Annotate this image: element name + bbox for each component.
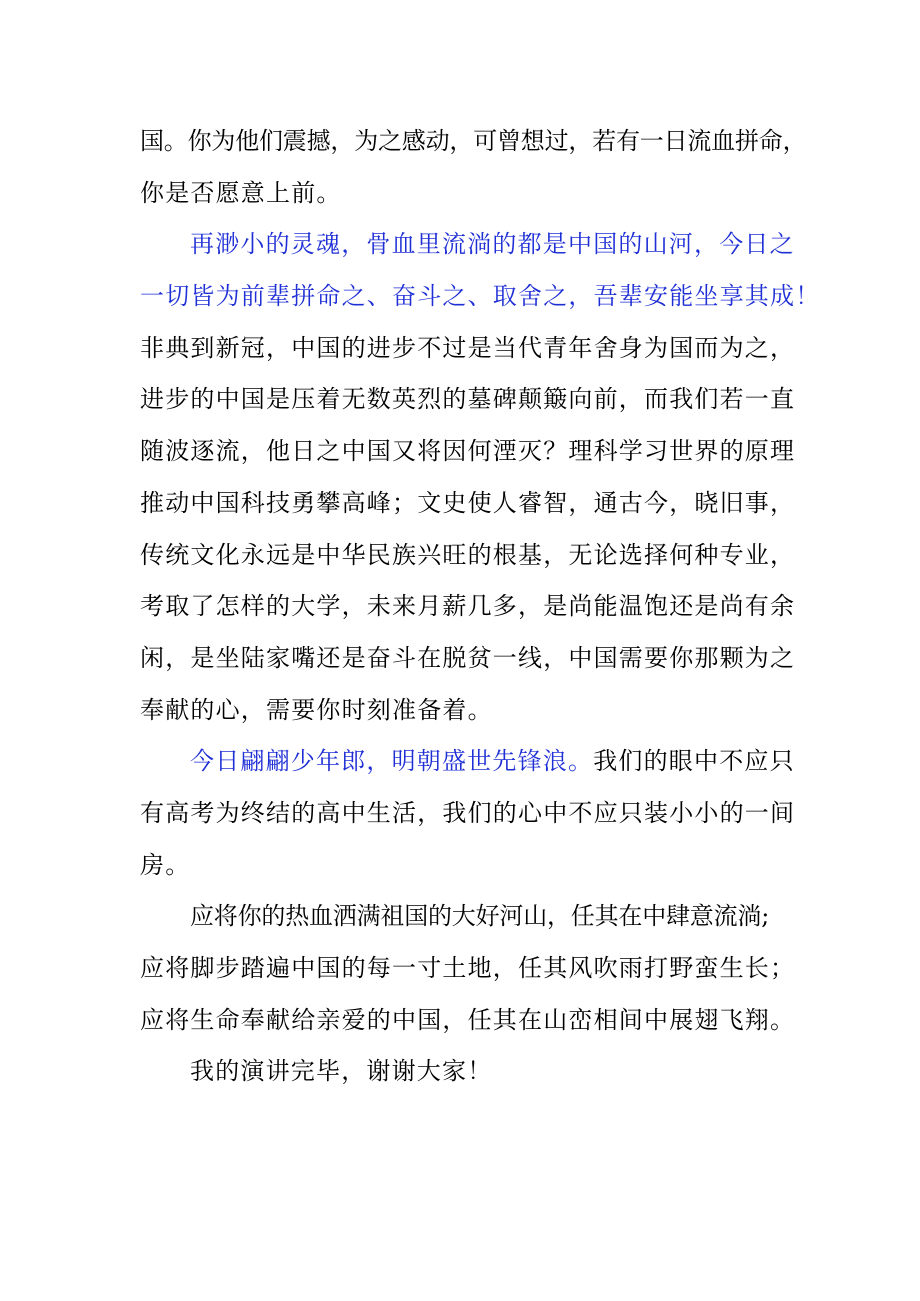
text-line: 房。 — [140, 850, 191, 879]
text-line: 进步的中国是压着无数英烈的墓碑颠簸向前，而我们若一直 — [140, 385, 796, 414]
text-line: 国。你为他们震撼，为之感动，可曾想过，若有一日流血拼命， — [140, 127, 807, 155]
closing-line: 我的演讲完毕，谢谢大家！ — [190, 1057, 493, 1086]
text-line: 闲，是坐陆家嘴还是奋斗在脱贫一线，中国需要你那颗为之 — [140, 643, 796, 672]
highlighted-phrase: 今日翩翩少年郎，明朝盛世先锋浪。 — [190, 747, 594, 776]
text-phrase: 我们的眼中不应只 — [593, 747, 795, 776]
text-line: 你是否愿意上前。 — [140, 178, 342, 207]
text-line: 应将脚步踏遍中国的每一寸土地，任其风吹雨打野蛮生长； — [140, 954, 796, 982]
text-line: 推动中国科技勇攀高峰；文史使人睿智，通古今，晓旧事， — [140, 488, 796, 517]
text-line: 考取了怎样的大学，未来月薪几多，是尚能温饱还是尚有余 — [140, 592, 796, 621]
text-line: 非典到新冠，中国的进步不过是当代青年舍身为国而为之， — [140, 333, 796, 362]
text-line: 应将你的热血洒满祖国的大好河山，任其在中肆意流淌; — [190, 902, 770, 931]
text-line: 应将生命奉献给亲爱的中国，任其在山峦相间中展翅飞翔。 — [140, 1005, 796, 1034]
text-line: 奉献的心，需要你时刻准备着。 — [140, 695, 493, 724]
mixed-text-line — [140, 736, 795, 788]
text-line: 传统文化永远是中华民族兴旺的根基，无论选择何种专业， — [140, 540, 796, 569]
text-line: 有高考为终结的高中生活，我们的心中不应只装小小的一间 — [140, 798, 796, 827]
highlighted-text-line: 一切皆为前辈拼命之、奋斗之、取舍之，吾辈安能坐享其成！ — [140, 282, 821, 311]
speech-body — [140, 116, 821, 1098]
highlighted-text-line: 再渺小的灵魂，骨血里流淌的都是中国的山河，今日之 — [190, 230, 795, 259]
text-line: 随波逐流，他日之中国又将因何湮灭？理科学习世界的原理 — [140, 437, 796, 466]
